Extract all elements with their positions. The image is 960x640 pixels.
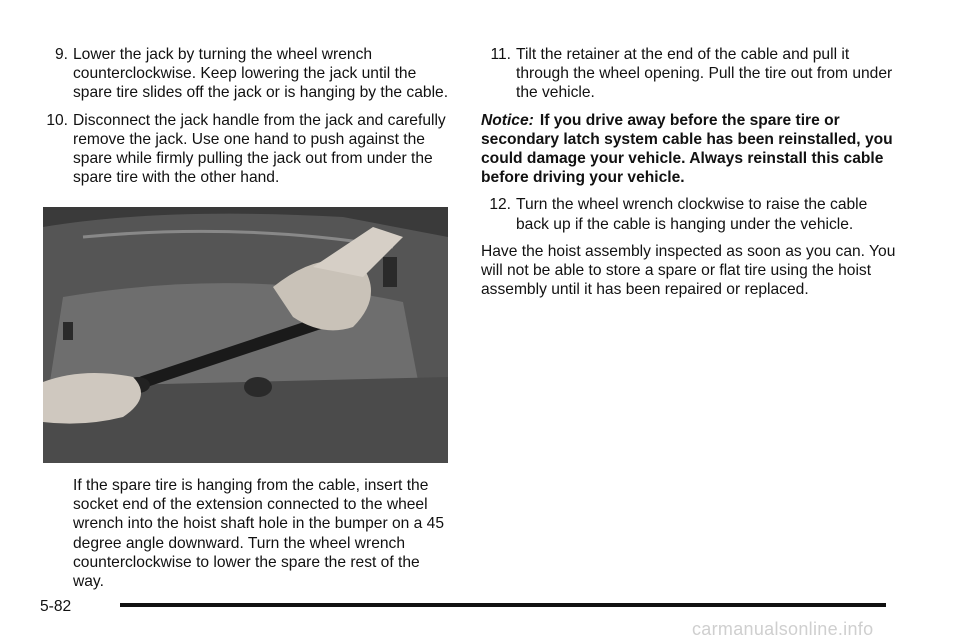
page-number: 5-82 (40, 598, 72, 615)
watermark: carmanualsonline.info (692, 619, 874, 639)
step-number: 10. (46, 111, 68, 129)
step-9 (38, 45, 450, 103)
step-text: Disconnect the jack handle from the jack and carefully remove the jack. Use one hand to push against the spare while firmly pulling the jack out from under the spare tire with the other hand. (73, 111, 446, 187)
right-column (481, 45, 901, 307)
notice-text: If you drive away before the spare tire or secondary latch system cable has been reinstalled, you could damage your vehicle. Always reinstall this cable before driving your vehicle. (481, 111, 893, 187)
step-12 (481, 195, 901, 233)
hanging-spare-instructions: If the spare tire is hanging from the cable, insert the socket end of the extension connected to the wheel wrench into the hoist shaft hole in the bumper on a 45 degree angle downward. Turn the wheel wrench counterclockwise to lower the spare the rest of the way. (73, 477, 445, 591)
closing-paragraph: Have the hoist assembly inspected as soon as you can. You will not be able to store a spare or flat tire using the hoist assembly until it has been repaired or replaced. (481, 242, 896, 299)
step-11 (481, 45, 901, 103)
footer-rule (120, 603, 886, 607)
step-number: 9. (54, 46, 68, 63)
step-text: Turn the wheel wrench clockwise to raise the cable back up if the cable is hanging under the vehicle. (516, 196, 868, 233)
step-number: 11. (490, 46, 511, 63)
jack-removal-photo (43, 207, 448, 463)
left-column (38, 45, 450, 195)
notice-label: Notice: (481, 111, 534, 129)
step-number: 12. (489, 196, 511, 214)
step-text: Tilt the retainer at the end of the cable and pull it through the wheel opening. Pull the tire out from under the vehicle. (516, 46, 893, 102)
step-text: Lower the jack by turning the wheel wrench counterclockwise. Keep lowering the jack until the spare tire slides off the jack or is hanging by the cable. (73, 46, 449, 102)
notice-block (481, 111, 901, 188)
step-10 (38, 111, 450, 188)
